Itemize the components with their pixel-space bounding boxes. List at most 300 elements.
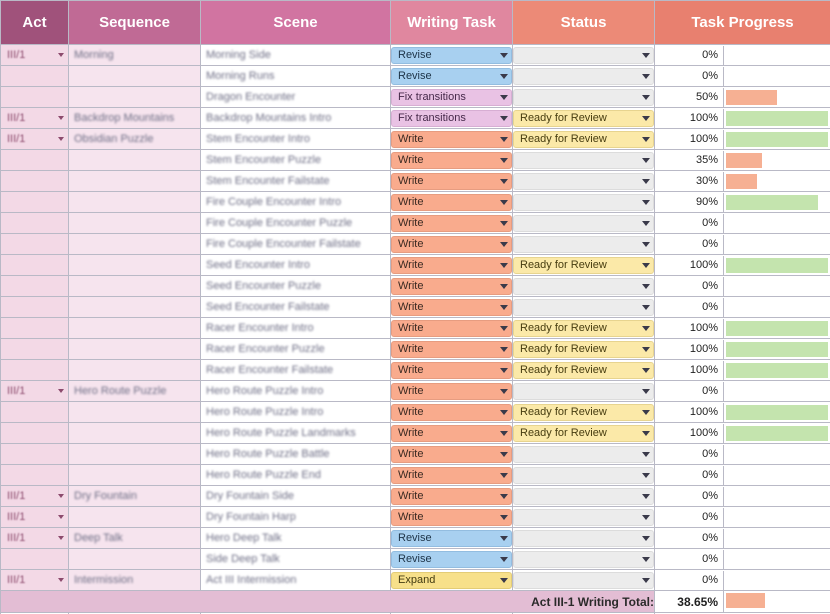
writing-task-cell[interactable]: [391, 171, 513, 192]
writing-task-cell[interactable]: [391, 549, 513, 570]
progress-bar: [726, 237, 828, 252]
sequence-cell[interactable]: [69, 360, 201, 381]
scene-label: Morning Side: [206, 49, 271, 61]
status-dropdown[interactable]: [513, 530, 654, 547]
chevron-down-icon[interactable]: [642, 473, 650, 478]
act-cell[interactable]: [1, 486, 69, 507]
writing-task-dropdown[interactable]: [391, 194, 512, 211]
table-row: [1, 360, 830, 381]
writing-task-dropdown[interactable]: [391, 257, 512, 274]
chevron-down-icon[interactable]: [500, 116, 508, 121]
scene-cell[interactable]: [201, 528, 391, 549]
writing-task-cell[interactable]: [391, 339, 513, 360]
chevron-down-icon[interactable]: [500, 53, 508, 58]
sequence-cell[interactable]: [69, 213, 201, 234]
writing-task-cell[interactable]: [391, 486, 513, 507]
writing-task-cell[interactable]: [391, 276, 513, 297]
writing-task-value: Write: [398, 363, 424, 376]
chevron-down-icon[interactable]: [500, 74, 508, 79]
status-cell[interactable]: [513, 528, 655, 549]
status-dropdown[interactable]: [513, 68, 654, 85]
chevron-down-icon[interactable]: [642, 515, 650, 520]
chevron-down-icon[interactable]: [642, 494, 650, 499]
act-cell[interactable]: [1, 570, 69, 591]
status-dropdown[interactable]: [513, 110, 654, 127]
chevron-down-icon[interactable]: [58, 515, 64, 519]
scene-cell[interactable]: [201, 381, 391, 402]
progress-bar: [726, 174, 828, 189]
status-dropdown[interactable]: [513, 278, 654, 295]
writing-task-dropdown[interactable]: [391, 362, 512, 379]
chevron-down-icon[interactable]: [500, 431, 508, 436]
sequence-cell[interactable]: [69, 87, 201, 108]
progress-percent: 50%: [695, 91, 718, 103]
scene-cell[interactable]: [201, 402, 391, 423]
scene-cell[interactable]: [201, 360, 391, 381]
chevron-down-icon[interactable]: [500, 557, 508, 562]
writing-task-value: Write: [398, 216, 424, 229]
status-dropdown[interactable]: [513, 467, 654, 484]
scene-cell[interactable]: [201, 192, 391, 213]
sequence-cell[interactable]: [69, 402, 201, 423]
chevron-down-icon[interactable]: [58, 494, 64, 498]
chevron-down-icon[interactable]: [642, 305, 650, 310]
sequence-cell[interactable]: [69, 570, 201, 591]
sequence-cell[interactable]: [69, 129, 201, 150]
status-cell[interactable]: [513, 129, 655, 150]
act-cell-empty[interactable]: [1, 465, 69, 486]
chevron-down-icon[interactable]: [642, 263, 650, 268]
scene-label: Fire Couple Encounter Puzzle: [206, 217, 353, 229]
writing-task-dropdown[interactable]: [391, 173, 512, 190]
scene-label: Racer Encounter Failstate: [206, 364, 334, 376]
status-cell[interactable]: [513, 570, 655, 591]
writing-task-cell[interactable]: [391, 381, 513, 402]
chevron-down-icon[interactable]: [500, 305, 508, 310]
scene-cell[interactable]: [201, 507, 391, 528]
status-cell[interactable]: [513, 234, 655, 255]
status-cell[interactable]: [513, 486, 655, 507]
sequence-cell[interactable]: [69, 507, 201, 528]
chevron-down-icon[interactable]: [642, 221, 650, 226]
scene-cell[interactable]: [201, 276, 391, 297]
chevron-down-icon[interactable]: [642, 95, 650, 100]
table-body: [1, 45, 830, 614]
status-dropdown[interactable]: [513, 152, 654, 169]
status-dropdown[interactable]: [513, 551, 654, 568]
status-cell[interactable]: [513, 276, 655, 297]
sequence-cell[interactable]: [69, 297, 201, 318]
writing-task-cell[interactable]: [391, 528, 513, 549]
act-cell-empty[interactable]: [1, 213, 69, 234]
chevron-down-icon[interactable]: [500, 494, 508, 499]
writing-task-cell[interactable]: [391, 213, 513, 234]
act-cell-empty[interactable]: [1, 255, 69, 276]
progress-percent: 0%: [702, 217, 718, 229]
column-header-writing-task[interactable]: Writing Task: [391, 1, 513, 45]
chevron-down-icon[interactable]: [500, 410, 508, 415]
writing-task-cell[interactable]: [391, 318, 513, 339]
status-cell[interactable]: [513, 507, 655, 528]
writing-task-dropdown[interactable]: [391, 47, 512, 64]
column-header-scene[interactable]: Scene: [201, 1, 391, 45]
task-progress-cell: [655, 66, 830, 87]
status-dropdown[interactable]: [513, 194, 654, 211]
task-progress-cell: [655, 150, 830, 171]
writing-task-value: Write: [398, 174, 424, 187]
sequence-cell[interactable]: [69, 549, 201, 570]
act-cell-empty[interactable]: [1, 150, 69, 171]
scene-cell[interactable]: [201, 108, 391, 129]
chevron-down-icon[interactable]: [500, 347, 508, 352]
writing-task-dropdown[interactable]: [391, 68, 512, 85]
act-cell-empty[interactable]: [1, 297, 69, 318]
act-cell-empty[interactable]: [1, 66, 69, 87]
chevron-down-icon[interactable]: [500, 368, 508, 373]
chevron-down-icon[interactable]: [500, 179, 508, 184]
status-dropdown[interactable]: [513, 215, 654, 232]
writing-task-dropdown[interactable]: [391, 341, 512, 358]
status-dropdown[interactable]: [513, 425, 654, 442]
table-row: [1, 381, 830, 402]
sequence-cell[interactable]: [69, 318, 201, 339]
column-header-sequence[interactable]: Sequence: [69, 1, 201, 45]
writing-task-dropdown[interactable]: [391, 467, 512, 484]
progress-percent: 0%: [702, 574, 718, 586]
status-cell[interactable]: [513, 171, 655, 192]
progress-bar: [726, 531, 828, 546]
act-cell[interactable]: [1, 45, 69, 66]
writing-task-cell[interactable]: [391, 360, 513, 381]
sequence-label: Obsidian Puzzle: [74, 133, 154, 145]
chevron-down-icon[interactable]: [500, 284, 508, 289]
act-cell[interactable]: [1, 528, 69, 549]
chevron-down-icon[interactable]: [642, 242, 650, 247]
progress-bar: [726, 342, 828, 357]
status-cell[interactable]: [513, 423, 655, 444]
act-cell-empty[interactable]: [1, 360, 69, 381]
chevron-down-icon[interactable]: [500, 263, 508, 268]
writing-task-dropdown[interactable]: [391, 488, 512, 505]
progress-bar: [726, 552, 828, 567]
act-label: III/1: [7, 574, 26, 586]
status-cell[interactable]: [513, 87, 655, 108]
status-cell[interactable]: [513, 318, 655, 339]
writing-task-value: Write: [398, 279, 424, 292]
scene-cell[interactable]: [201, 129, 391, 150]
sequence-cell[interactable]: [69, 486, 201, 507]
writing-task-cell[interactable]: [391, 570, 513, 591]
writing-task-cell[interactable]: [391, 402, 513, 423]
act-label: III/1: [7, 49, 26, 61]
act-cell[interactable]: [1, 129, 69, 150]
chevron-down-icon[interactable]: [642, 410, 650, 415]
scene-cell[interactable]: [201, 570, 391, 591]
writing-task-value: Revise: [398, 48, 432, 61]
status-cell[interactable]: [513, 66, 655, 87]
chevron-down-icon[interactable]: [500, 452, 508, 457]
status-dropdown[interactable]: [513, 47, 654, 64]
chevron-down-icon[interactable]: [58, 578, 64, 582]
progress-percent: 0%: [702, 469, 718, 481]
sequence-cell[interactable]: [69, 108, 201, 129]
chevron-down-icon[interactable]: [642, 53, 650, 58]
progress-bar: [726, 90, 828, 105]
table-row: [1, 87, 830, 108]
status-cell[interactable]: [513, 465, 655, 486]
scene-cell[interactable]: [201, 339, 391, 360]
sequence-cell[interactable]: [69, 171, 201, 192]
progress-bar: [726, 573, 828, 588]
task-progress-cell: [655, 570, 830, 591]
status-dropdown[interactable]: [513, 362, 654, 379]
chevron-down-icon[interactable]: [58, 137, 64, 141]
status-dropdown[interactable]: [513, 257, 654, 274]
status-dropdown[interactable]: [513, 488, 654, 505]
writing-task-cell[interactable]: [391, 465, 513, 486]
chevron-down-icon[interactable]: [642, 347, 650, 352]
status-dropdown[interactable]: [513, 341, 654, 358]
writing-task-dropdown[interactable]: [391, 110, 512, 127]
scene-label: Hero Route Puzzle Intro: [206, 385, 324, 397]
chevron-down-icon[interactable]: [58, 536, 64, 540]
progress-percent: 90%: [695, 196, 718, 208]
status-cell[interactable]: [513, 402, 655, 423]
status-dropdown[interactable]: [513, 131, 654, 148]
writing-task-cell[interactable]: [391, 507, 513, 528]
scene-cell[interactable]: [201, 45, 391, 66]
status-dropdown[interactable]: [513, 299, 654, 316]
scene-cell[interactable]: [201, 66, 391, 87]
status-cell[interactable]: [513, 45, 655, 66]
act-cell-empty[interactable]: [1, 234, 69, 255]
chevron-down-icon[interactable]: [58, 116, 64, 120]
status-dropdown[interactable]: [513, 320, 654, 337]
writing-task-dropdown[interactable]: [391, 278, 512, 295]
status-cell[interactable]: [513, 381, 655, 402]
act-cell-empty[interactable]: [1, 339, 69, 360]
status-value: Ready for Review: [520, 132, 607, 145]
act-cell[interactable]: [1, 507, 69, 528]
act-cell-empty[interactable]: [1, 549, 69, 570]
chevron-down-icon[interactable]: [500, 95, 508, 100]
sequence-label: Morning: [74, 49, 114, 61]
act-cell-empty[interactable]: [1, 192, 69, 213]
status-cell[interactable]: [513, 297, 655, 318]
act-cell-empty[interactable]: [1, 444, 69, 465]
sequence-cell[interactable]: [69, 444, 201, 465]
act-cell[interactable]: [1, 381, 69, 402]
sequence-cell[interactable]: [69, 381, 201, 402]
sequence-cell[interactable]: [69, 528, 201, 549]
status-cell[interactable]: [513, 360, 655, 381]
writing-task-cell[interactable]: [391, 45, 513, 66]
chevron-down-icon[interactable]: [500, 536, 508, 541]
task-progress-cell: [655, 381, 830, 402]
writing-task-dropdown[interactable]: [391, 425, 512, 442]
chevron-down-icon[interactable]: [58, 53, 64, 57]
chevron-down-icon[interactable]: [642, 326, 650, 331]
chevron-down-icon[interactable]: [642, 536, 650, 541]
writing-task-value: Write: [398, 237, 424, 250]
chevron-down-icon[interactable]: [642, 284, 650, 289]
sequence-cell[interactable]: [69, 150, 201, 171]
column-header-task-progress[interactable]: Task Progress: [655, 1, 830, 45]
table-row: [1, 465, 830, 486]
progress-percent: 0%: [702, 70, 718, 82]
chevron-down-icon[interactable]: [642, 452, 650, 457]
chevron-down-icon[interactable]: [500, 200, 508, 205]
sequence-label: Hero Route Puzzle: [74, 385, 167, 397]
status-dropdown[interactable]: [513, 572, 654, 589]
act-cell-empty[interactable]: [1, 318, 69, 339]
scene-cell[interactable]: [201, 423, 391, 444]
writing-task-cell[interactable]: [391, 444, 513, 465]
table-row: [1, 255, 830, 276]
table-row: [1, 108, 830, 129]
chevron-down-icon[interactable]: [642, 431, 650, 436]
status-cell[interactable]: [513, 444, 655, 465]
act-cell-empty[interactable]: [1, 423, 69, 444]
sequence-cell[interactable]: [69, 45, 201, 66]
act-cell-empty[interactable]: [1, 171, 69, 192]
writing-task-dropdown[interactable]: [391, 320, 512, 337]
scene-cell[interactable]: [201, 234, 391, 255]
task-progress-cell: [655, 213, 830, 234]
scene-cell[interactable]: [201, 297, 391, 318]
writing-task-cell[interactable]: [391, 129, 513, 150]
progress-percent: 100%: [689, 322, 718, 334]
chevron-down-icon[interactable]: [642, 116, 650, 121]
writing-task-dropdown[interactable]: [391, 236, 512, 253]
chevron-down-icon[interactable]: [500, 473, 508, 478]
status-dropdown[interactable]: [513, 446, 654, 463]
writing-task-dropdown[interactable]: [391, 551, 512, 568]
chevron-down-icon[interactable]: [500, 158, 508, 163]
sequence-cell[interactable]: [69, 465, 201, 486]
status-cell[interactable]: [513, 192, 655, 213]
status-cell[interactable]: [513, 150, 655, 171]
chevron-down-icon[interactable]: [500, 578, 508, 583]
chevron-down-icon[interactable]: [500, 221, 508, 226]
status-cell[interactable]: [513, 108, 655, 129]
progress-bar: [726, 153, 828, 168]
sequence-cell[interactable]: [69, 234, 201, 255]
column-header-act[interactable]: Act: [1, 1, 69, 45]
sequence-cell[interactable]: [69, 255, 201, 276]
writing-task-cell[interactable]: [391, 234, 513, 255]
sequence-cell[interactable]: [69, 192, 201, 213]
writing-task-dropdown[interactable]: [391, 299, 512, 316]
scene-cell[interactable]: [201, 318, 391, 339]
chevron-down-icon[interactable]: [642, 137, 650, 142]
writing-task-cell[interactable]: [391, 66, 513, 87]
act-cell-empty[interactable]: [1, 87, 69, 108]
chevron-down-icon[interactable]: [500, 515, 508, 520]
writing-task-dropdown[interactable]: [391, 572, 512, 589]
scene-cell[interactable]: [201, 171, 391, 192]
column-header-status[interactable]: Status: [513, 1, 655, 45]
chevron-down-icon[interactable]: [642, 368, 650, 373]
writing-task-cell[interactable]: [391, 423, 513, 444]
status-dropdown[interactable]: [513, 509, 654, 526]
status-cell[interactable]: [513, 213, 655, 234]
writing-task-dropdown[interactable]: [391, 530, 512, 547]
act-label: III/1: [7, 385, 26, 397]
status-dropdown[interactable]: [513, 383, 654, 400]
scene-label: Act III Intermission: [206, 574, 297, 586]
act-label: III/1: [7, 532, 26, 544]
status-dropdown[interactable]: [513, 89, 654, 106]
chevron-down-icon[interactable]: [500, 242, 508, 247]
task-progress-cell: [655, 423, 830, 444]
writing-task-dropdown[interactable]: [391, 446, 512, 463]
status-dropdown[interactable]: [513, 236, 654, 253]
progress-percent: 100%: [689, 427, 718, 439]
scene-cell[interactable]: [201, 213, 391, 234]
writing-task-dropdown[interactable]: [391, 215, 512, 232]
status-cell[interactable]: [513, 255, 655, 276]
progress-bar: [726, 447, 828, 462]
writing-task-cell[interactable]: [391, 255, 513, 276]
writing-task-dropdown[interactable]: [391, 131, 512, 148]
writing-task-dropdown[interactable]: [391, 404, 512, 421]
scene-cell[interactable]: [201, 87, 391, 108]
table-row: [1, 486, 830, 507]
chevron-down-icon[interactable]: [500, 389, 508, 394]
chevron-down-icon[interactable]: [642, 557, 650, 562]
writing-task-dropdown[interactable]: [391, 89, 512, 106]
writing-task-dropdown[interactable]: [391, 509, 512, 526]
writing-task-dropdown[interactable]: [391, 152, 512, 169]
sequence-cell[interactable]: [69, 276, 201, 297]
chevron-down-icon[interactable]: [642, 158, 650, 163]
status-cell[interactable]: [513, 549, 655, 570]
chevron-down-icon[interactable]: [500, 137, 508, 142]
sequence-cell[interactable]: [69, 66, 201, 87]
scene-cell[interactable]: [201, 465, 391, 486]
act-cell-empty[interactable]: [1, 276, 69, 297]
scene-cell[interactable]: [201, 549, 391, 570]
sequence-cell[interactable]: [69, 339, 201, 360]
writing-task-cell[interactable]: [391, 87, 513, 108]
status-dropdown[interactable]: [513, 173, 654, 190]
progress-percent: 100%: [689, 343, 718, 355]
writing-task-dropdown[interactable]: [391, 383, 512, 400]
chevron-down-icon[interactable]: [58, 389, 64, 393]
scene-cell[interactable]: [201, 255, 391, 276]
chevron-down-icon[interactable]: [642, 179, 650, 184]
chevron-down-icon[interactable]: [642, 200, 650, 205]
scene-cell[interactable]: [201, 444, 391, 465]
chevron-down-icon[interactable]: [642, 389, 650, 394]
sequence-cell[interactable]: [69, 423, 201, 444]
writing-task-cell[interactable]: [391, 192, 513, 213]
chevron-down-icon[interactable]: [642, 578, 650, 583]
act-cell-empty[interactable]: [1, 402, 69, 423]
writing-task-cell[interactable]: [391, 297, 513, 318]
scene-cell[interactable]: [201, 486, 391, 507]
act-cell[interactable]: [1, 108, 69, 129]
chevron-down-icon[interactable]: [642, 74, 650, 79]
writing-task-cell[interactable]: [391, 108, 513, 129]
task-progress-cell: [655, 192, 830, 213]
status-dropdown[interactable]: [513, 404, 654, 421]
status-cell[interactable]: [513, 339, 655, 360]
scene-cell[interactable]: [201, 150, 391, 171]
chevron-down-icon[interactable]: [500, 326, 508, 331]
writing-task-cell[interactable]: [391, 150, 513, 171]
